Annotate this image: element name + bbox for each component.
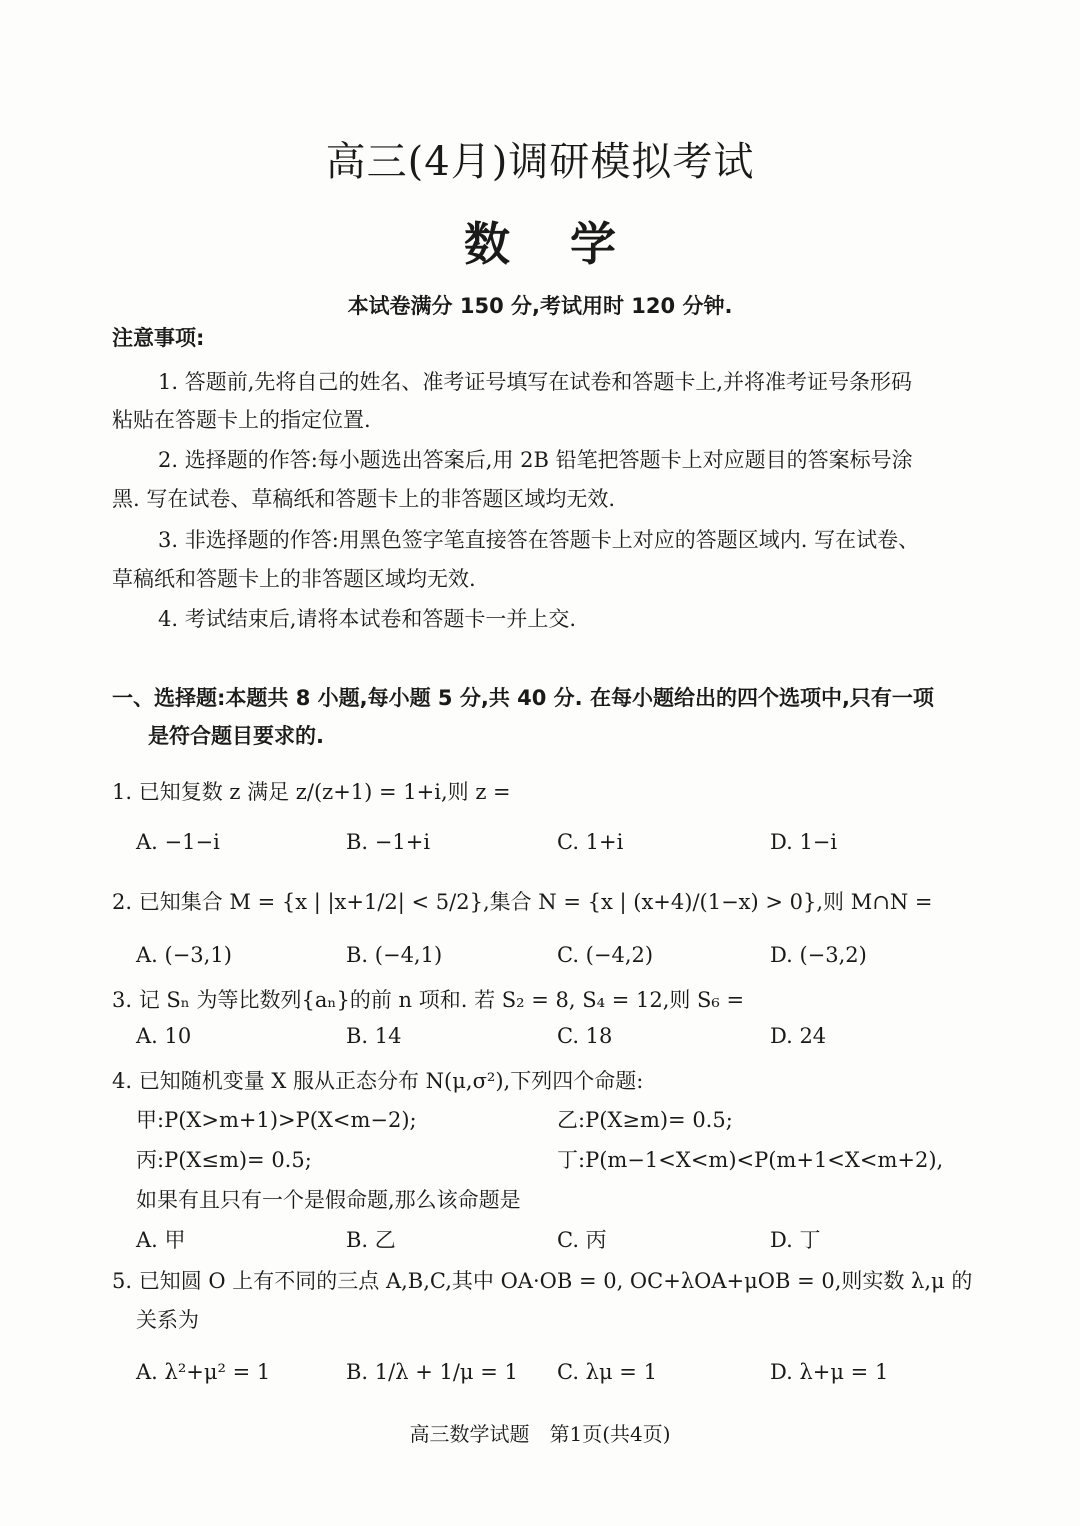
question-4-option-d: D. 丁 xyxy=(770,1228,821,1252)
exam-title: 高三(4月)调研模拟考试 xyxy=(325,139,755,185)
notice-line: 3. 非选择题的作答:用黑色签字笔直接答在答题卡上对应的答题区域内. 写在试卷、 xyxy=(158,528,920,552)
footer-page-number: 第1页(共4页) xyxy=(549,1422,671,1446)
question-5-option-d: D. λ+μ = 1 xyxy=(770,1360,889,1384)
question-5-stem-cont: 关系为 xyxy=(136,1308,199,1332)
question-1-stem: 1. 已知复数 z 满足 z/(z+1) = 1+i,则 z = xyxy=(112,780,511,804)
question-5-option-b: B. 1/λ + 1/μ = 1 xyxy=(346,1360,518,1384)
notice-line: 粘贴在答题卡上的指定位置. xyxy=(112,408,371,432)
question-2-option-b: B. (−4,1) xyxy=(346,943,443,967)
section-heading-cont: 是符合题目要求的. xyxy=(148,724,324,748)
question-1-option-d: D. 1−i xyxy=(770,830,838,854)
section-heading: 一、选择题:本题共 8 小题,每小题 5 分,共 40 分. 在每小题给出的四个选项中,只有一项 xyxy=(112,686,934,710)
question-3-stem: 3. 记 Sₙ 为等比数列{aₙ}的前 n 项和. 若 S₂ = 8, S₄ = 12,则 S₆ = xyxy=(112,988,745,1012)
notice-line: 4. 考试结束后,请将本试卷和答题卡一并上交. xyxy=(158,607,577,631)
exam-meta: 本试卷满分 150 分,考试用时 120 分钟. xyxy=(347,294,733,318)
question-3-option-c: C. 18 xyxy=(557,1024,613,1048)
question-4-option-a: A. 甲 xyxy=(136,1228,186,1252)
question-4-prop-yi: 乙:P(X≥m)= 0.5; xyxy=(557,1108,733,1132)
question-3-option-b: B. 14 xyxy=(346,1024,402,1048)
question-2-stem: 2. 已知集合 M = {x | |x+1/2| < 5/2},集合 N = {x | (x+4)/(1−x) > 0},则 M∩N = xyxy=(112,890,933,914)
notice-line: 2. 选择题的作答:每小题选出答案后,用 2B 铅笔把答题卡上对应题目的答案标号涂 xyxy=(158,448,913,472)
subject-title: 数学 xyxy=(464,217,676,271)
notice-line: 草稿纸和答题卡上的非答题区域均无效. xyxy=(112,567,476,591)
question-1-option-a: A. −1−i xyxy=(136,830,220,854)
notice-line: 1. 答题前,先将自己的姓名、准考证号填写在试卷和答题卡上,并将准考证号条形码 xyxy=(158,370,913,394)
question-2-option-d: D. (−3,2) xyxy=(770,943,867,967)
question-2-option-c: C. (−4,2) xyxy=(557,943,654,967)
page-footer xyxy=(0,1418,1080,1447)
question-1-option-b: B. −1+i xyxy=(346,830,431,854)
question-1-option-c: C. 1+i xyxy=(557,830,624,854)
question-4-option-b: B. 乙 xyxy=(346,1228,396,1252)
footer-exam-name: 高三数学试题 xyxy=(409,1422,530,1446)
notice-heading: 注意事项: xyxy=(112,326,205,350)
question-5-option-a: A. λ²+μ² = 1 xyxy=(136,1360,271,1384)
question-4-ask: 如果有且只有一个是假命题,那么该命题是 xyxy=(136,1188,521,1212)
question-4-prop-jia: 甲:P(X>m+1)>P(X<m−2); xyxy=(136,1108,417,1132)
question-4-prop-ding: 丁:P(m−1<X<m)<P(m+1<X<m+2), xyxy=(557,1148,944,1172)
question-5-stem: 5. 已知圆 O 上有不同的三点 A,B,C,其中 OA·OB = 0, OC+λOA+μOB = 0,则实数 λ,μ 的 xyxy=(112,1269,973,1293)
question-4-stem: 4. 已知随机变量 X 服从正态分布 N(μ,σ²),下列四个命题: xyxy=(112,1069,644,1093)
question-3-option-d: D. 24 xyxy=(770,1024,827,1048)
question-4-prop-bing: 丙:P(X≤m)= 0.5; xyxy=(136,1148,312,1172)
question-2-option-a: A. (−3,1) xyxy=(136,943,232,967)
question-3-option-a: A. 10 xyxy=(136,1024,192,1048)
question-5-option-c: C. λμ = 1 xyxy=(557,1360,657,1384)
question-4-option-c: C. 丙 xyxy=(557,1228,607,1252)
notice-line: 黑. 写在试卷、草稿纸和答题卡上的非答题区域均无效. xyxy=(112,487,616,511)
